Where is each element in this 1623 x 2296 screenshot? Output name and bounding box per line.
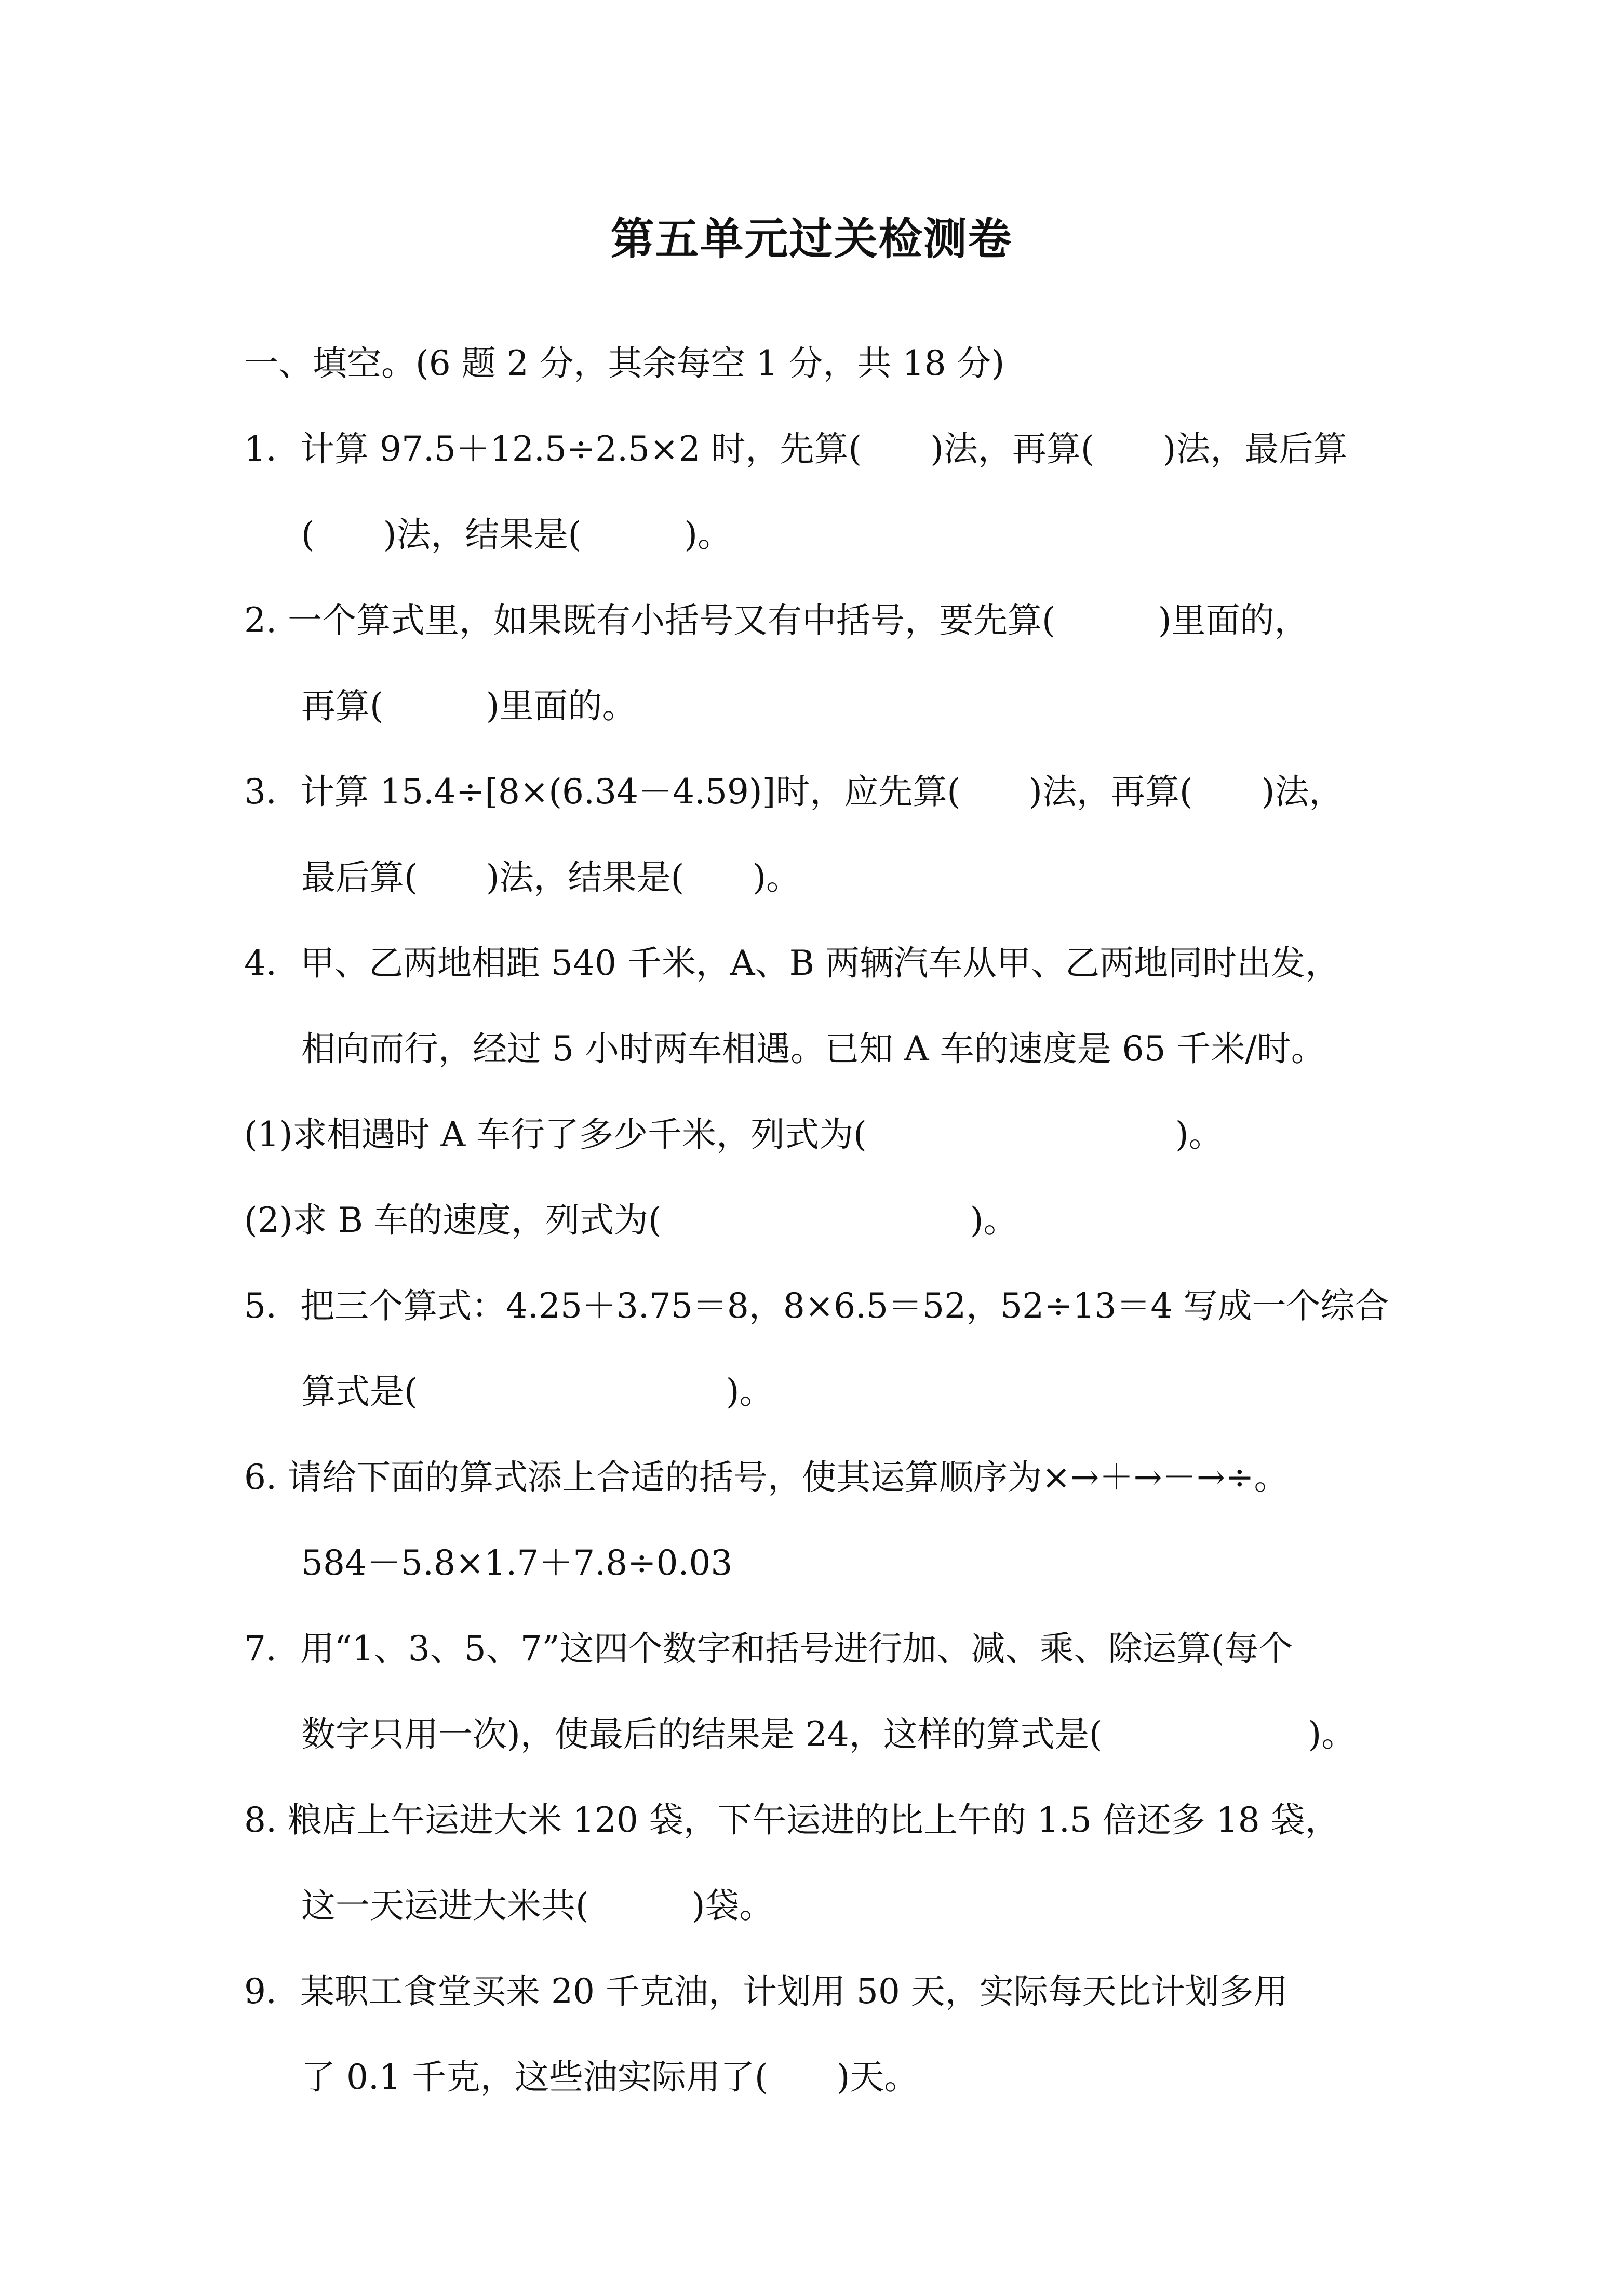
- sub-question-1: (1)求相遇时 A 车行了多少千米，列式为( )。: [244, 1115, 1223, 1154]
- question-line: 2. 一个算式里，如果既有小括号又有中括号，要先算( )里面的，: [244, 600, 1309, 640]
- question-line: 相向而行，经过 5 小时两车相遇。已知 A 车的速度是 65 千米/时。: [301, 1029, 1325, 1069]
- question-line: 再算( )里面的。: [301, 686, 637, 726]
- question-line: 数字只用一次)，使最后的结果是 24，这样的算式是( )。: [301, 1714, 1356, 1754]
- question-line: 8. 粮店上午运进大米 120 袋，下午运进的比上午的 1.5 倍还多 18 袋，: [244, 1800, 1339, 1840]
- question-line: 算式是( )。: [301, 1372, 774, 1412]
- section-heading: 一、填空。(6 题 2 分，其余每空 1 分，共 18 分): [244, 343, 1005, 383]
- question-line: 6. 请给下面的算式添上合适的括号，使其运算顺序为×→＋→－→÷。: [244, 1457, 1289, 1497]
- question-line: ( )法，结果是( )。: [301, 515, 732, 555]
- question-line: 了 0.1 千克，这些油实际用了( )天。: [301, 2057, 919, 2097]
- page-title: 第五单元过关检测卷: [610, 213, 1013, 264]
- question-line: 9．某职工食堂买来 20 千克油，计划用 50 天，实际每天比计划多用: [244, 1971, 1288, 2011]
- question-line: 最后算( )法，结果是( )。: [301, 857, 800, 897]
- sub-question-2: (2)求 B 车的速度，列式为( )。: [244, 1200, 1018, 1240]
- question-line: 4．甲、乙两地相距 540 千米，A、B 两辆汽车从甲、乙两地同时出发，: [244, 943, 1340, 983]
- question-line: 5．把三个算式：4.25＋3.75＝8，8×6.5＝52，52÷13＝4 写成一个综合: [244, 1286, 1389, 1326]
- question-line: 3．计算 15.4÷[8×(6.34－4.59)]时，应先算( )法，再算( )法，: [244, 772, 1344, 812]
- expression-line: 584－5.8×1.7＋7.8÷0.03: [301, 1543, 733, 1583]
- question-line: 这一天运进大米共( )袋。: [301, 1886, 774, 1926]
- question-line: 7．用“1、3、5、7”这四个数字和括号进行加、减、乘、除运算(每个: [244, 1629, 1293, 1669]
- question-line: 1．计算 97.5＋12.5÷2.5×2 时，先算( )法，再算( )法，最后算: [244, 429, 1348, 469]
